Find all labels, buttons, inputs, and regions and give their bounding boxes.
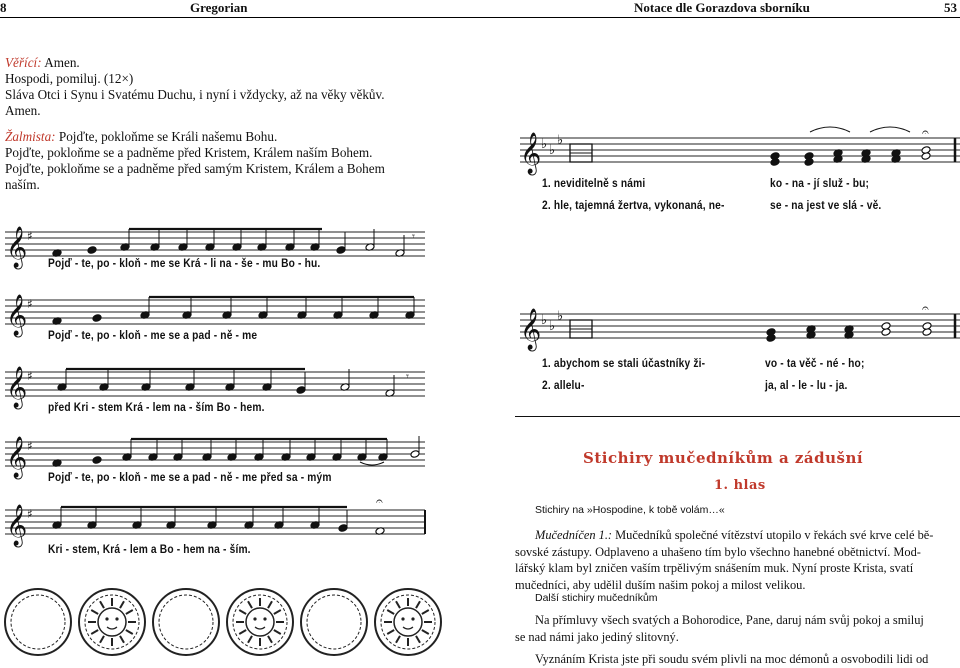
fermata-icon: 𝄐 — [922, 125, 929, 139]
sun-ray — [422, 630, 429, 634]
sun-face-icon — [227, 589, 293, 655]
fermata-icon: 𝄐 — [922, 301, 929, 315]
text-line: Na přímluvy všech svatých a Bohorodice, Pane, daruj nám svůj pokoj a smiluj — [535, 613, 924, 627]
lyrics-line: vo - ta věč - né - ho; — [765, 356, 865, 370]
note-head — [770, 152, 780, 161]
text-line: Mučedníků společné vítězství utopilo v řekách své krve celé bě- — [612, 528, 934, 542]
lyrics-line: ko - na - jí služ - bu; — [770, 176, 870, 190]
sun-ray — [248, 601, 252, 608]
sun-ray — [387, 630, 394, 634]
treble-clef-icon: 𝄞 — [520, 309, 542, 350]
header-title-right: Notace dle Gorazdova sborníku — [634, 0, 810, 15]
note-head — [922, 322, 932, 331]
paragraph — [515, 527, 960, 593]
lyrics-line: Pojď - te, po - kloň - me se a pad - ně - me před sa - mým — [48, 470, 332, 484]
sun-ray — [100, 636, 104, 643]
treble-clef-icon: 𝄞 — [6, 227, 28, 268]
sharp-icon: ♯ — [27, 369, 33, 383]
lyrics-line: 1. abychom se stali účastníky ži- — [542, 356, 706, 370]
sun-ray — [91, 630, 98, 634]
text-line: Vyznáním Krista jste při soudu svém plivli na moc démonů a osvobodili lidi od — [535, 652, 929, 666]
rest-icon: 𝄾 — [412, 231, 415, 243]
sun-ray — [268, 636, 272, 643]
left-text-block — [5, 55, 385, 193]
ornament-sun-moon-band — [0, 582, 440, 663]
note-head — [87, 246, 97, 255]
music-staff — [0, 494, 440, 546]
ornament-ring — [307, 595, 361, 649]
section-subtitle: 1. hlas — [714, 478, 766, 493]
sun-ray — [100, 601, 104, 608]
sun-ray — [120, 601, 124, 608]
sun-ray — [120, 636, 124, 643]
text-line: mučedníci, aby udělil duším našim pokoj a milost velikou. — [515, 577, 806, 592]
treble-clef-icon: 𝄞 — [520, 133, 542, 174]
sun-ray — [268, 601, 272, 608]
moon-shape — [12, 604, 30, 640]
sun-core — [98, 608, 126, 636]
flat-icon: ♭ — [557, 308, 564, 323]
lyrics-line: 2. allelu- — [542, 378, 585, 392]
moon-face-icon — [153, 589, 219, 655]
sharp-icon: ♯ — [27, 229, 33, 243]
sun-ray — [422, 610, 429, 614]
music-staff — [515, 301, 960, 350]
treble-clef-icon: 𝄞 — [6, 505, 28, 546]
lyrics-line: ja, al - le - lu - ja. — [765, 378, 848, 392]
treble-clef-icon: 𝄞 — [6, 437, 28, 478]
moon-face-icon — [301, 589, 367, 655]
slur — [360, 462, 384, 465]
lyrics-line: 1. neviditelně s námi — [542, 176, 646, 190]
text-line: lářský klam byl zničen vaším trpělivým snášením muk. Nyní proste Krista, svatí — [515, 561, 914, 575]
text-line: se nad námi jako jediný slitovný. — [515, 629, 679, 644]
lyrics-line: 2. hle, tajemná žertva, vykonaná, ne- — [542, 198, 725, 212]
sun-ray — [274, 610, 281, 614]
paragraph-label: Mučedníčen 1.: — [535, 528, 613, 542]
slur — [810, 127, 850, 132]
note-head — [766, 328, 776, 337]
text-line: Sláva Otci i Synu i Svatému Duchu, i nyní i vždycky, až na věky věkův. — [5, 87, 385, 102]
ornament-ring — [301, 589, 367, 655]
sun-ray — [91, 610, 98, 614]
note-head — [336, 246, 346, 255]
text-line: Pojďte, pokloňme se a padněme před Kristem, Králem naším Bohem. — [5, 145, 373, 160]
sun-ray — [126, 630, 133, 634]
lyrics-line: Pojď - te, po - kloň - me se a pad - ně - me — [48, 328, 258, 342]
ornament-ring — [5, 589, 71, 655]
subheading: Další stichiry mučedníkům — [535, 592, 658, 604]
sun-ray — [416, 601, 420, 608]
paragraph — [515, 612, 960, 668]
sun-ray — [239, 610, 246, 614]
sun-ray — [274, 630, 281, 634]
sun-core — [394, 608, 422, 636]
sun-core — [246, 608, 274, 636]
text-line: naším. — [5, 177, 40, 192]
note-head — [338, 524, 348, 533]
sun-face-icon — [79, 589, 145, 655]
sun-ray — [396, 636, 400, 643]
lyrics-line: před Kri - stem Krá - lem na - ším Bo - hem. — [48, 400, 265, 414]
text-line: Pojďte, pokloňme se Králi našemu Bohu. — [55, 129, 278, 144]
flat-icon: ♭ — [541, 312, 548, 327]
page-header — [0, 0, 960, 14]
speaker-label: Věřící: — [5, 55, 42, 70]
lyrics-line: Pojď - te, po - kloň - me se Krá - li na - še - mu Bo - hu. — [48, 256, 321, 270]
rest-icon: 𝄾 — [406, 371, 409, 383]
music-staff — [515, 125, 960, 174]
sun-ray — [248, 636, 252, 643]
slur — [870, 127, 910, 132]
section-title: Stichiry mučedníkům a zádušní — [583, 449, 864, 467]
sun-ray — [416, 636, 420, 643]
text-line: sovské zástupy. Odplaveno a uhašeno tím bylo všechno hanebné obětnictví. Mod- — [515, 544, 921, 559]
note-head — [92, 314, 102, 323]
note-head — [804, 152, 814, 161]
page-number-left: 8 — [0, 0, 7, 15]
sun-eye — [105, 617, 108, 620]
stichiry-note: Stichiry na »Hospodine, k tobě volám…« — [535, 504, 725, 516]
sharp-icon: ♯ — [27, 507, 33, 521]
note-head — [296, 386, 306, 395]
sun-ray — [239, 630, 246, 634]
fermata-icon: 𝄐 — [376, 494, 383, 508]
sun-face-icon — [375, 589, 441, 655]
note-head — [410, 450, 420, 459]
treble-clef-icon: 𝄞 — [6, 295, 28, 336]
note-head — [921, 146, 931, 155]
lyrics-line: Kri - stem, Krá - lem a Bo - hem na - ším. — [48, 542, 251, 556]
sun-ray — [396, 601, 400, 608]
page-number-right: 53 — [944, 0, 957, 15]
text-line: Hospodi, pomiluj. (12×) — [5, 71, 134, 86]
sun-eye — [401, 617, 404, 620]
sun-eye — [411, 617, 414, 620]
sun-eye — [253, 617, 256, 620]
sun-ray — [387, 610, 394, 614]
header-rule — [0, 17, 960, 18]
ornament-ring — [11, 595, 65, 649]
text-line: Amen. — [5, 103, 41, 118]
flat-icon: ♭ — [549, 142, 556, 157]
lyrics-line: se - na jest ve slá - vě. — [770, 198, 882, 212]
speaker-label: Žalmista: — [5, 129, 56, 144]
sun-eye — [115, 617, 118, 620]
sharp-icon: ♯ — [27, 297, 33, 311]
flat-icon: ♭ — [549, 318, 556, 333]
text-line: Amen. — [41, 55, 80, 70]
moon-shape — [308, 604, 326, 640]
treble-clef-icon: 𝄞 — [6, 367, 28, 408]
flat-icon: ♭ — [541, 136, 548, 151]
moon-face-icon — [5, 589, 71, 655]
ornament-ring — [153, 589, 219, 655]
note-head — [92, 456, 102, 465]
flat-icon: ♭ — [557, 132, 564, 147]
sun-ray — [126, 610, 133, 614]
ornament-ring — [159, 595, 213, 649]
sun-eye — [263, 617, 266, 620]
sharp-icon: ♯ — [27, 439, 33, 453]
note-head — [881, 322, 891, 331]
section-rule — [515, 416, 960, 417]
text-line: Pojďte, pokloňme se a padněme před samým Kristem, Králem a Bohem — [5, 161, 385, 176]
moon-shape — [160, 604, 178, 640]
header-title-left: Gregorian — [190, 0, 248, 15]
